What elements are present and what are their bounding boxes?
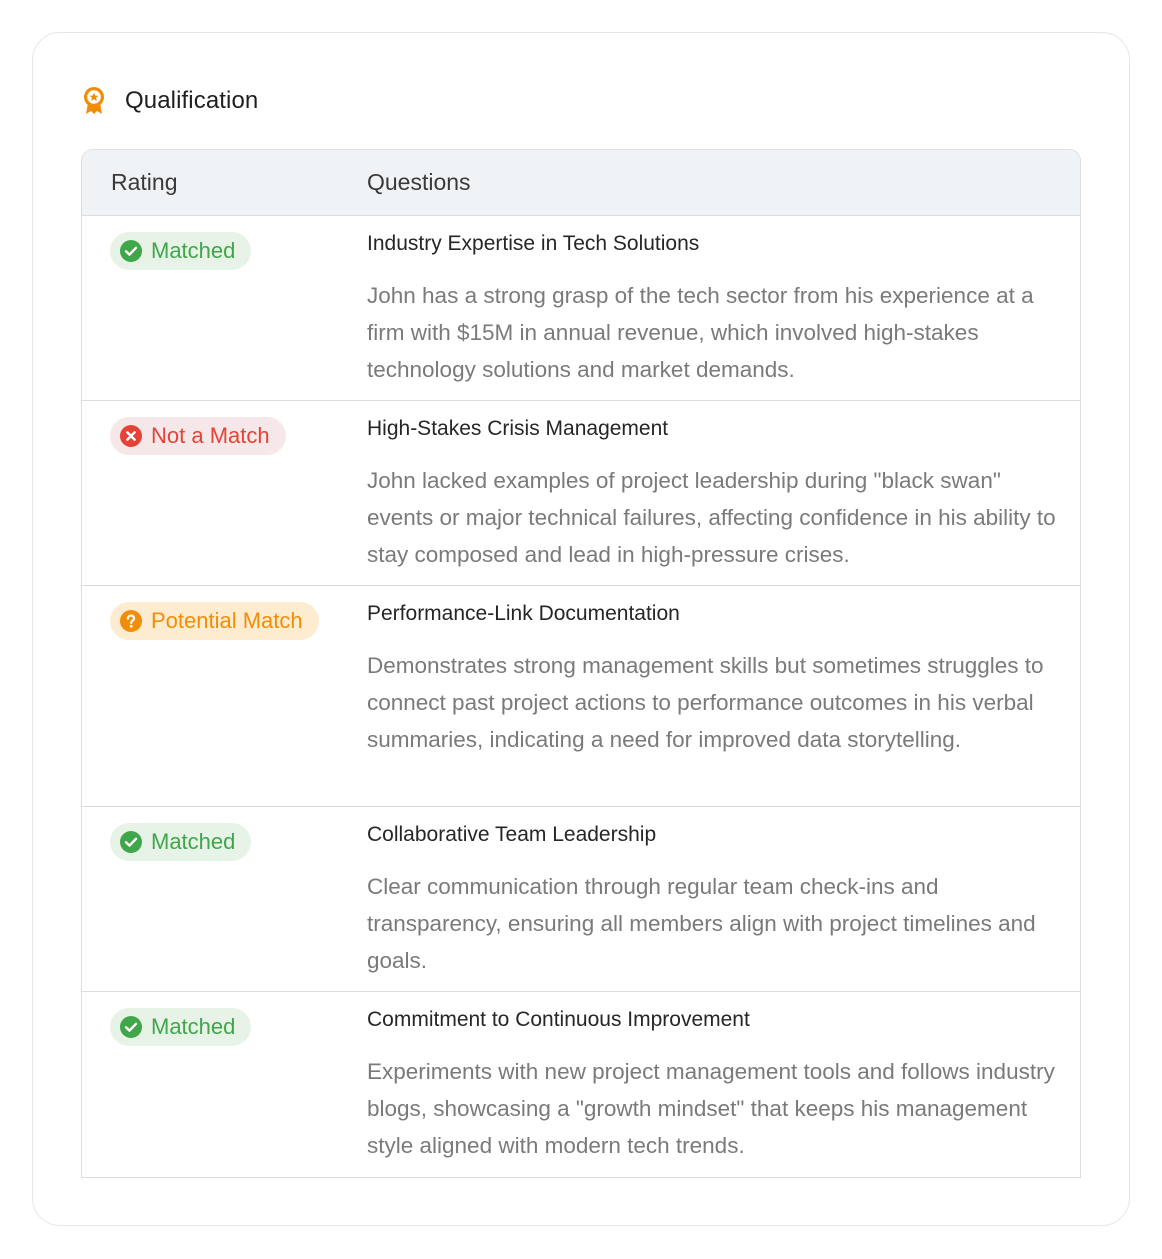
question-cell — [367, 216, 1080, 400]
status-badge-potential-match — [110, 602, 319, 640]
award-ribbon-icon — [81, 86, 107, 116]
table-row — [82, 992, 1080, 1177]
question-cell — [367, 401, 1080, 585]
question-title: Performance-Link Documentation — [367, 602, 680, 625]
status-badge-label: Not a Match — [151, 423, 270, 448]
status-badge-label: Potential Match — [151, 608, 303, 633]
question-title: High-Stakes Crisis Management — [367, 417, 669, 440]
rating-cell — [82, 586, 367, 806]
question-title: Collaborative Team Leadership — [367, 823, 657, 846]
question-description: Clear communication through regular team check-ins and transparency, ensuring all members align with project timelines and goals. — [367, 874, 1036, 973]
column-header-questions: Questions — [367, 169, 471, 195]
question-cell — [367, 807, 1080, 991]
x-circle-icon — [120, 425, 142, 447]
status-badge-label: Matched — [151, 238, 236, 263]
status-badge-not-a-match — [110, 417, 286, 455]
question-title: Commitment to Continuous Improvement — [367, 1008, 750, 1031]
check-circle-icon — [120, 240, 142, 262]
question-title: Industry Expertise in Tech Solutions — [367, 232, 700, 255]
card-header — [81, 85, 258, 117]
check-circle-icon — [120, 1016, 142, 1038]
question-cell — [367, 992, 1080, 1177]
table-row — [82, 586, 1080, 807]
status-badge-matched — [110, 1008, 251, 1046]
status-badge-matched — [110, 823, 251, 861]
qualification-card — [32, 32, 1130, 1226]
rating-cell — [82, 216, 367, 400]
question-description: John lacked examples of project leadership during "black swan" events or major technical failures, affecting confidence in his ability to stay composed and lead in high-pressure crises. — [367, 468, 1056, 567]
table-header — [82, 150, 1080, 216]
table-row — [82, 401, 1080, 586]
rating-cell — [82, 401, 367, 585]
check-circle-icon — [120, 831, 142, 853]
status-badge-matched — [110, 232, 251, 270]
status-badge-label: Matched — [151, 829, 236, 854]
rating-cell — [82, 992, 367, 1177]
question-description: Demonstrates strong management skills but sometimes struggles to connect past project actions to performance outcomes in his verbal summaries, indicating a need for improved data storytelling. — [367, 653, 1044, 752]
question-description: John has a strong grasp of the tech sector from his experience at a firm with $15M in annual revenue, which involved high-stakes technology solutions and market demands. — [367, 283, 1034, 382]
rating-cell — [82, 807, 367, 991]
table-row — [82, 216, 1080, 401]
status-badge-label: Matched — [151, 1014, 236, 1039]
card-title: Qualification — [125, 87, 259, 114]
column-header-rating: Rating — [111, 169, 178, 195]
qualification-table — [81, 149, 1081, 1178]
question-description: Experiments with new project management tools and follows industry blogs, showcasing a "growth mindset" that keeps his management style aligned with modern tech trends. — [367, 1059, 1055, 1158]
table-row — [82, 807, 1080, 992]
question-circle-icon — [120, 610, 142, 632]
question-cell — [367, 586, 1080, 806]
